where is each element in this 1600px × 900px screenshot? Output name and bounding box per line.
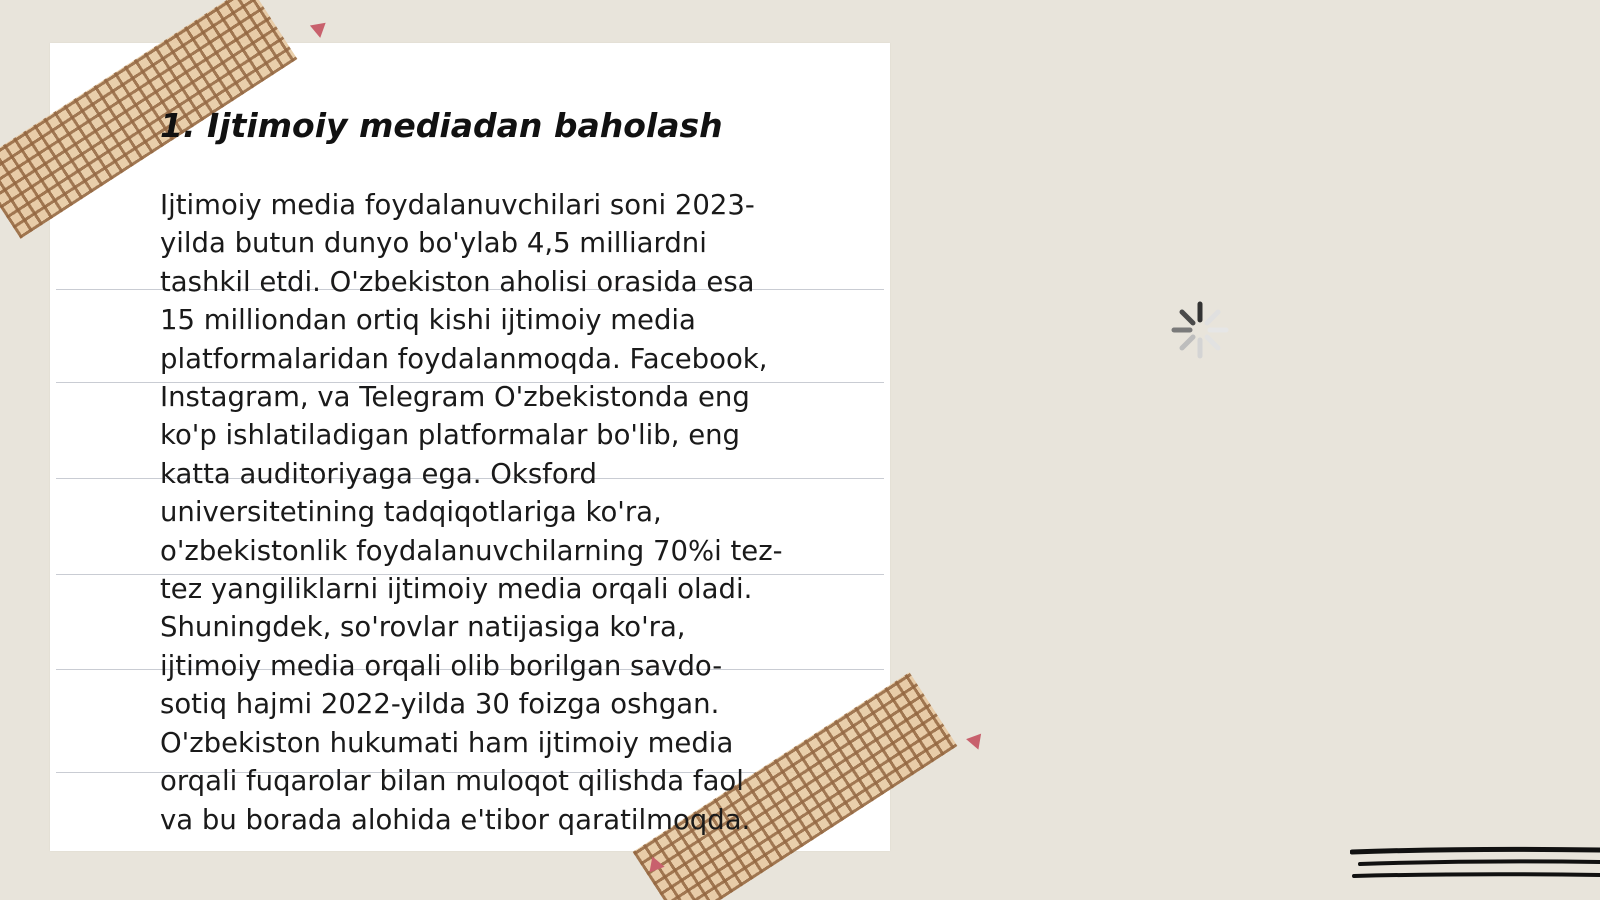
body-line: sotiq hajmi 2022-yilda 30 foizga oshgan. [160,688,720,721]
body-line: va bu borada alohida e'tibor qaratilmoqda. [160,803,751,836]
body-line: universitetining tadqiqotlariga ko'ra, [160,496,662,529]
body-line: O'zbekiston hukumati ham ijtimoiy media [160,726,734,759]
marker-stroke-decoration [1350,846,1600,891]
pin-icon [310,23,328,40]
slide-body-text [160,186,860,839]
body-line: katta auditoriyaga ega. Oksford [160,457,597,490]
body-line: 15 milliondan ortiq kishi ijtimoiy media [160,304,696,337]
body-line: tez yangiliklarni ijtimoiy media orqali oladi. [160,573,753,606]
body-line: yilda butun dunyo bo'ylab 4,5 milliardni [160,227,707,260]
body-line: Instagram, va Telegram O'zbekistonda eng [160,381,750,414]
pin-icon [966,734,986,753]
body-line: ko'p ishlatiladigan platformalar bo'lib, eng [160,419,741,452]
body-line: o'zbekistonlik foydalanuvchilarning 70%i tez- [160,534,783,567]
body-line: ijtimoiy media orqali olib borilgan savdo- [160,649,723,682]
body-line: orqali fuqarolar bilan muloqot qilishda faol [160,765,744,798]
body-line: tashkil etdi. O'zbekiston aholisi orasida esa [160,265,755,298]
body-line: Ijtimoiy media foydalanuvchilari soni 2023- [160,189,755,221]
loading-spinner-icon [1165,295,1235,365]
body-line: Shuningdek, so'rovlar natijasiga ko'ra, [160,611,686,644]
body-line: platformalaridan foydalanmoqda. Facebook, [160,342,768,375]
slide-title: 1. Ijtimoiy mediadan baholash [160,106,723,145]
